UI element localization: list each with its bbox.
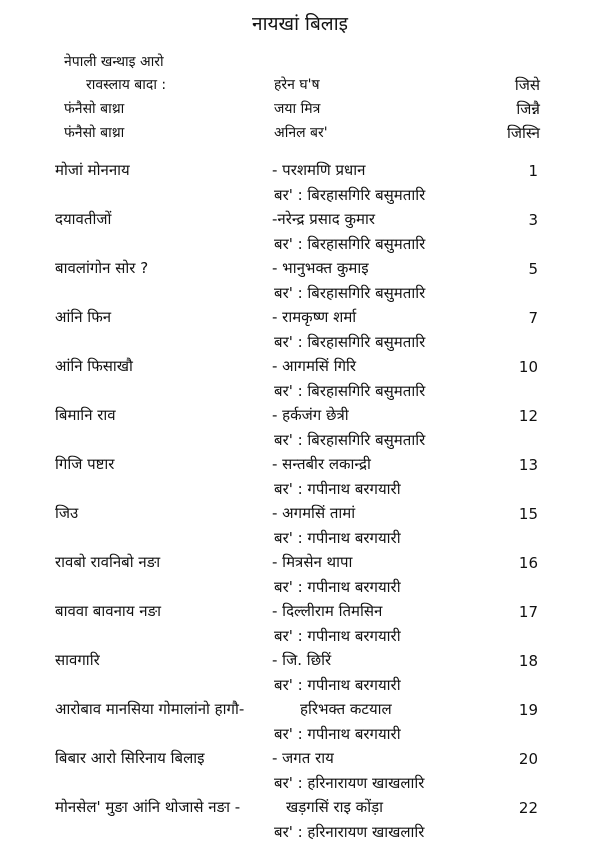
entry-author: - दिल्लीराम तिमसिन (272, 602, 383, 620)
toc-entry (0, 258, 600, 308)
entry-page-number: 13 (518, 456, 538, 474)
toc-entry (0, 356, 600, 406)
toc-entry (0, 454, 600, 504)
entry-author: हरिभक्त कटयाल (300, 700, 392, 718)
entry-translator: बर' : गपीनाथ बरगयारी (274, 578, 401, 596)
credit-name: अनिल बर' (274, 125, 328, 141)
entry-author: - जि. छिरिं (272, 651, 332, 669)
entry-translator: बर' : बिरहासगिरि बसुमतारि (274, 186, 426, 204)
entry-translator: बर' : बिरहासगिरि बसुमतारि (274, 431, 426, 449)
entry-title: बिबार आरो सिरिनाय बिलाइ (55, 749, 205, 767)
entry-author: - परशमणि प्रधान (272, 161, 366, 179)
entry-title: आंनि फिसाखौ (55, 357, 133, 375)
toc-entry (0, 405, 600, 455)
credit-name: हरेन घ'ष (274, 77, 320, 93)
entry-title: गिजि पष्टार (55, 455, 115, 473)
credit-name: जया मित्र (274, 101, 321, 117)
entry-translator: बर' : गपीनाथ बरगयारी (274, 529, 401, 547)
entry-title: आंनि फिन (55, 308, 112, 326)
entry-page-number: 7 (528, 309, 538, 327)
toc-entry (0, 699, 600, 749)
entry-page-number: 17 (518, 603, 538, 621)
entry-author: - आगमसिं गिरि (272, 357, 357, 375)
entry-author: - जगत राय (272, 749, 334, 767)
entry-page-number: 12 (518, 407, 538, 425)
entry-title: सावगारि (55, 651, 100, 669)
entry-author: - अगमसिं तामां (272, 504, 356, 522)
entry-translator: बर' : बिरहासगिरि बसुमतारि (274, 382, 426, 400)
entry-title: बिमानि राव (55, 406, 116, 424)
entry-title: बाववा बावनाय नङा (55, 602, 162, 620)
toc-entry (0, 503, 600, 553)
page-title: नायखां बिलाइ (252, 13, 348, 35)
entry-page-number: 15 (518, 505, 538, 523)
entry-author: खड़गसिं राइ कोंड़ा (286, 798, 384, 816)
credit-role: रावस्लाय बादा : (86, 77, 167, 93)
entry-translator: बर' : गपीनाथ बरगयारी (274, 676, 401, 694)
entry-translator: बर' : गपीनाथ बरगयारी (274, 627, 401, 645)
toc-entry (0, 160, 600, 210)
entry-page-number: 16 (518, 554, 538, 572)
entry-title: आरोबाव मानसिया गोमालांनो हागौ- (55, 700, 245, 718)
entry-translator: बर' : बिरहासगिरि बसुमतारि (274, 284, 426, 302)
entry-page-number: 22 (518, 799, 538, 817)
entry-author: - सन्तबीर लकान्द्री (272, 455, 371, 473)
toc-entry (0, 748, 600, 798)
toc-entry (0, 650, 600, 700)
credits-heading: नेपाली खन्थाइ आरो (64, 54, 164, 70)
entry-page-number: 1 (528, 162, 538, 180)
entry-title: बावलांगोन सोर ? (55, 259, 149, 277)
entry-translator: बर' : बिरहासगिरि बसुमतारि (274, 333, 426, 351)
credit-role: फंनैसो बाथ्रा (64, 101, 125, 117)
toc-entry (0, 601, 600, 651)
entry-title: मोजां मोननाय (55, 161, 130, 179)
credit-row (0, 123, 600, 145)
credit-pages: जिसे (514, 76, 540, 94)
credit-row (0, 99, 600, 121)
entry-author: -नरेन्द्र प्रसाद कुमार (272, 210, 376, 228)
credit-role: फंनैसो बाथ्रा (64, 125, 125, 141)
credit-pages: जिन्नै (516, 100, 540, 118)
entry-page-number: 20 (518, 750, 538, 768)
entry-author: - हर्कजंग छेत्री (272, 406, 349, 424)
entry-translator: बर' : गपीनाथ बरगयारी (274, 725, 401, 743)
entry-translator: बर' : गपीनाथ बरगयारी (274, 480, 401, 498)
toc-entry (0, 209, 600, 259)
entry-title: दयावतीजों (55, 210, 112, 228)
toc-entry (0, 552, 600, 602)
credit-row (0, 75, 600, 97)
entry-page-number: 18 (518, 652, 538, 670)
entry-page-number: 5 (528, 260, 538, 278)
entry-page-number: 19 (518, 701, 538, 719)
entry-page-number: 3 (528, 211, 538, 229)
entry-translator: बर' : बिरहासगिरि बसुमतारि (274, 235, 426, 253)
entry-author: - रामकृष्ण शर्मा (272, 308, 357, 326)
toc-entry (0, 307, 600, 357)
entry-translator: बर' : हरिनारायण खाखलारि (274, 774, 425, 792)
entry-title: जिउ (55, 504, 79, 522)
credit-pages: जिस्नि (507, 124, 540, 142)
entry-author: - भानुभक्त कुमाइ (272, 259, 369, 277)
entry-page-number: 10 (518, 358, 538, 376)
toc-entry (0, 797, 600, 847)
entry-author: - मित्रसेन थापा (272, 553, 353, 571)
entry-title: रावबो रावनिबो नङा (55, 553, 161, 571)
entry-title: मोनसेल' मुङा आंनि थोजासे नङा - (55, 798, 241, 816)
entry-translator: बर' : हरिनारायण खाखलारि (274, 823, 425, 841)
